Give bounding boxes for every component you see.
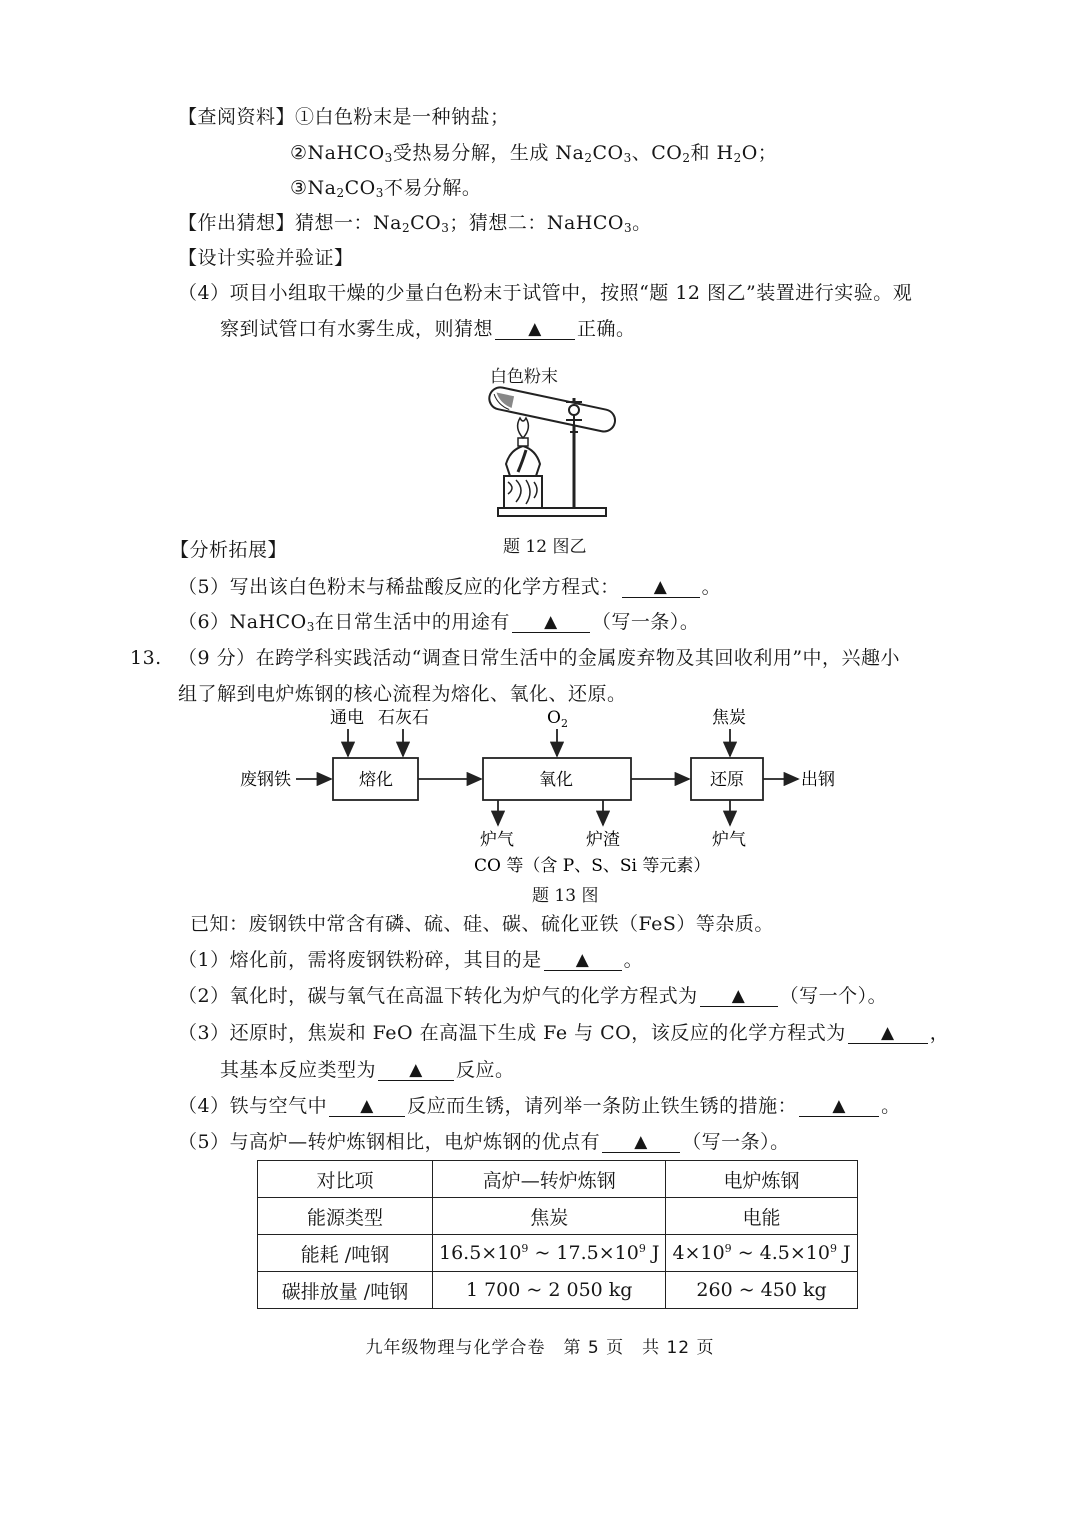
flow-box-melt-label: 熔化 (359, 770, 393, 790)
triangle-icon: ▲ (880, 1023, 895, 1043)
flow-note: CO 等（含 P、S、Si 等元素） (474, 856, 711, 875)
s4-line (178, 1093, 901, 1119)
guess-text: ；猜想二：NaHCO (449, 212, 625, 234)
known-text: 已知：废钢铁中常含有磷、硫、硅、碳、硫化亚铁（FeS）等杂质。 (190, 913, 774, 935)
table-cell-text: ~ 4.5×10 (731, 1242, 830, 1264)
flow-input: 废钢铁 (240, 770, 291, 790)
analysis-heading-text: 【分析拓展】 (170, 539, 288, 561)
flow-box-oxidize-label: 氧化 (539, 770, 573, 790)
s3-text: 其基本反应类型为 (220, 1059, 377, 1081)
answer-blank[interactable] (700, 984, 778, 1007)
table-cell: 电能 (666, 1198, 857, 1235)
flow-box-reduce-label: 还原 (710, 770, 744, 790)
guess-text: CO (410, 212, 442, 234)
answer-blank[interactable] (512, 610, 590, 633)
table-header-row (258, 1161, 858, 1198)
s4-text: 。 (881, 1095, 901, 1117)
s3-text: ， (929, 1022, 950, 1044)
q6-text: 在日常生活中的用途有 (314, 611, 510, 633)
table-cell: 260 ~ 450 kg (666, 1272, 857, 1309)
fig13-flowchart (230, 705, 850, 875)
guess-text: 。 (632, 212, 652, 234)
ref-item-1: ①白色粉末是一种钠盐； (295, 106, 510, 128)
ref-item-2-text: ②NaHCO (290, 142, 385, 164)
q4-line-1 (178, 280, 912, 306)
ref-item-3-text: 不易分解。 (383, 177, 482, 199)
table-cell: 能耗 /吨钢 (258, 1235, 433, 1272)
s3-text: （3）还原时，焦炭和 FeO 在高温下生成 Fe 与 CO，该反应的化学方程式为 (178, 1022, 846, 1044)
flow-input-limestone: 石灰石 (378, 708, 429, 728)
triangle-icon: ▲ (653, 577, 668, 597)
flow-input-oxygen (547, 708, 568, 730)
ref-item-2-text: O； (741, 142, 778, 164)
s3-line-2 (220, 1057, 515, 1083)
table-row (258, 1198, 858, 1235)
answer-blank[interactable] (329, 1094, 405, 1117)
table-cell-exponent: 9 (829, 1242, 837, 1255)
q5-text: 。 (701, 576, 722, 598)
guess-heading: 【作出猜想】 (178, 212, 296, 234)
table-cell: 焦炭 (433, 1198, 666, 1235)
q4-text: 正确。 (577, 318, 636, 340)
table-cell-text: J (645, 1242, 660, 1264)
flow-input-coke: 焦炭 (712, 708, 746, 728)
q13-text: （9 分）在跨学科实践活动“调查日常生活中的金属废弃物及其回收利用”中，兴趣小 (178, 647, 901, 669)
s1-line (178, 947, 643, 973)
table-header: 对比项 (258, 1161, 433, 1198)
s2-text: （写一个）。 (779, 985, 888, 1007)
comparison-table (257, 1160, 858, 1309)
s2-text: （2）氧化时，碳与氧气在高温下转化为炉气的化学方程式为 (178, 985, 698, 1007)
fig12-label: 白色粉末 (490, 367, 558, 387)
ref-item-2-text: 、CO (631, 142, 683, 164)
flow-output: 出钢 (801, 770, 835, 790)
design-heading (178, 245, 354, 271)
guess-line: 【作出猜想】猜想一：$Na_2CO_3$；猜想二：NaHCO$_3$。 (178, 212, 652, 235)
fig12-caption: 题 12 图乙 (503, 537, 587, 557)
q5-line (178, 574, 721, 600)
table-cell: 能源类型 (258, 1198, 433, 1235)
s2-line (178, 983, 887, 1009)
s1-text: （1）熔化前，需将废钢铁粉碎，其目的是 (178, 949, 542, 971)
q13-number (130, 645, 162, 671)
s1-text: 。 (623, 949, 644, 971)
q4-line-2 (220, 316, 636, 342)
answer-blank[interactable] (495, 317, 575, 340)
s3-line-1 (178, 1020, 949, 1046)
q13-text: 组了解到电炉炼钢的核心流程为熔化、氧化、还原。 (178, 683, 627, 705)
q5-text: （5）写出该白色粉末与稀盐酸反应的化学方程式： (178, 576, 620, 598)
answer-blank[interactable] (602, 1130, 680, 1153)
s5-text: （写一条）。 (682, 1131, 790, 1153)
flow-input-oxygen-subscript: 2 (560, 717, 568, 730)
ref-item-2-text: 受热易分解，生成 Na (392, 142, 585, 164)
q4-text: 察到试管口有水雾生成，则猜想 (220, 318, 494, 340)
triangle-icon: ▲ (528, 319, 542, 339)
answer-blank[interactable] (544, 948, 622, 971)
ref-item-2-text: CO (592, 142, 624, 164)
analysis-heading (170, 537, 287, 563)
triangle-icon: ▲ (409, 1060, 423, 1080)
ref-item-2-text: 和 H (690, 142, 734, 164)
table-cell: 碳排放量 /吨钢 (258, 1272, 433, 1309)
table-cell-text: 4×10 (672, 1242, 725, 1264)
table-cell (666, 1235, 857, 1272)
ref-line-3: $③Na_2CO_3$不易分解。 (290, 177, 482, 200)
q6-text: （写一条）。 (591, 611, 700, 633)
table-header: 高炉—转炉炼钢 (433, 1161, 666, 1198)
q13-line-2 (178, 681, 627, 707)
flow-input-oxygen-symbol: O (547, 708, 561, 728)
q6-text: （6）NaHCO (178, 611, 307, 633)
answer-blank[interactable] (799, 1094, 879, 1117)
table-cell: 1 700 ~ 2 050 kg (433, 1272, 666, 1309)
triangle-icon: ▲ (634, 1132, 648, 1152)
flow-output-gas-1: 炉气 (480, 830, 514, 850)
known-line (190, 911, 774, 937)
ref-item-3-text: CO (344, 177, 376, 199)
table-cell-exponent: 9 (724, 1242, 732, 1255)
flow-output-slag: 炉渣 (586, 830, 620, 850)
fig12-apparatus (480, 380, 640, 525)
s4-text: （4）铁与空气中 (178, 1095, 328, 1117)
ref-line-1 (178, 104, 510, 130)
q13-line-1 (178, 645, 900, 671)
q13-number-text: 13. (130, 647, 162, 669)
table-cell-text: 16.5×10 (439, 1242, 522, 1264)
ref-item-3-text: ③Na (290, 177, 337, 199)
table-cell-text: J (836, 1242, 851, 1264)
triangle-icon: ▲ (575, 950, 590, 970)
q6-line: （6）NaHCO$_3$在日常生活中的用途有 ▲ （写一条）。 (178, 611, 700, 634)
page-footer: 九年级物理与化学合卷 第 5 页 共 12 页 (365, 1338, 715, 1358)
table-cell-exponent: 9 (638, 1242, 646, 1255)
guess-text: 猜想一：Na (295, 212, 402, 234)
q4-text: （4）项目小组取干燥的少量白色粉末于试管中，按照“题 12 图乙”装置进行实验。观 (178, 282, 913, 304)
s5-text: （5）与高炉—转炉炼钢相比，电炉炼钢的优点有 (178, 1131, 601, 1153)
triangle-icon: ▲ (731, 986, 746, 1006)
s3-text: 反应。 (456, 1059, 515, 1081)
answer-blank[interactable] (848, 1021, 928, 1044)
table-row (258, 1235, 858, 1272)
ref-heading: 【查阅资料】 (178, 106, 296, 128)
s5-line (178, 1129, 790, 1155)
table-cell (433, 1235, 666, 1272)
ref-line-2: ②NaHCO$_3$受热易分解，生成 $Na_2CO_3$、$CO_2$和 $H_2O$； (290, 142, 778, 165)
table-cell-text: ~ 17.5×10 (528, 1242, 639, 1264)
answer-blank[interactable] (378, 1058, 454, 1081)
table-cell-exponent: 9 (521, 1242, 529, 1255)
table-row (258, 1272, 858, 1309)
fig13-caption: 题 13 图 (532, 886, 599, 906)
triangle-icon: ▲ (832, 1096, 846, 1116)
triangle-icon: ▲ (544, 612, 558, 632)
answer-blank[interactable] (622, 575, 700, 598)
table-header: 电炉炼钢 (666, 1161, 857, 1198)
triangle-icon: ▲ (360, 1096, 374, 1116)
s4-text: 反应而生锈，请列举一条防止铁生锈的措施： (407, 1095, 798, 1117)
flow-input-power: 通电 (330, 708, 364, 728)
flow-output-gas-2: 炉气 (712, 830, 746, 850)
design-heading-text: 【设计实验并验证】 (178, 247, 354, 269)
